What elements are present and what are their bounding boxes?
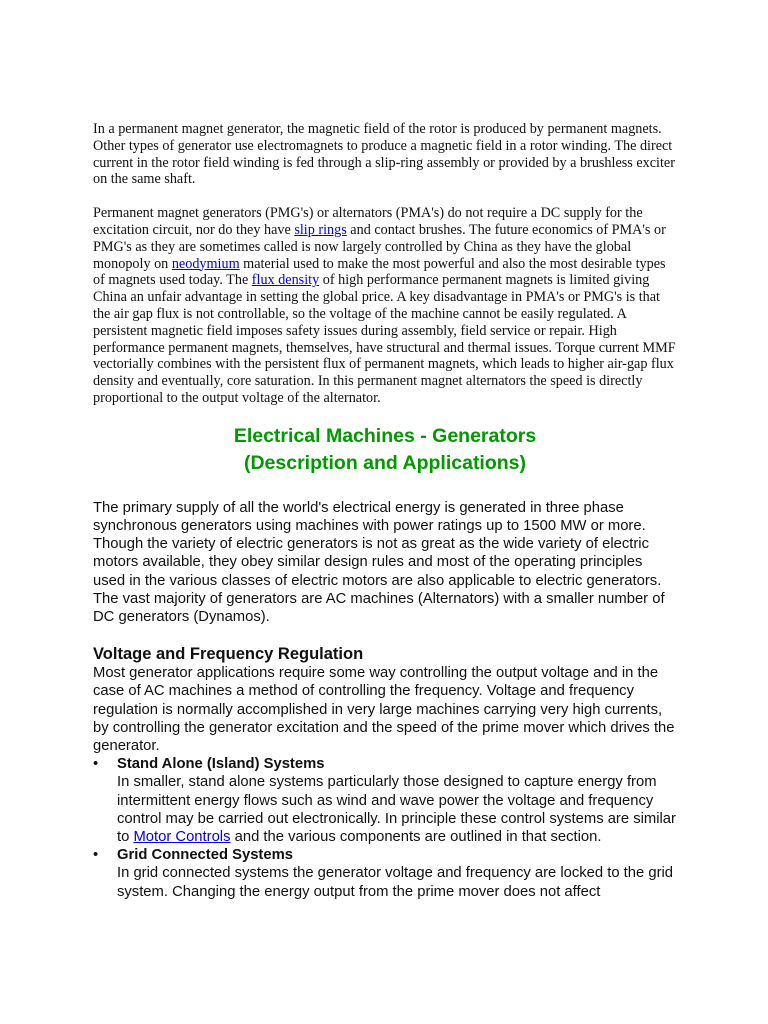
- paragraph-text: of high performance permanent magnets is limited giving China an unfair advantage in setting the global price. A key disadvantage in PMA's or PMG's is that the air gap flux is not controllable, so the voltage of the machine cannot be easily regulated. A persistent magnetic field imposes safety issues during assembly, field service or repair. High performance permanent magnets, themselves, have structural and thermal issues. Torque current MMF vectorially combines with the persistent flux of permanent magnets, which leads to higher air-gap flux density and eventually, core saturation. In this permanent magnet alternators the speed is directly proportional to the output voltage of the alternator.: [93, 272, 676, 406]
- list-item-title: Grid Connected Systems: [117, 847, 293, 864]
- paragraph-text: and contact brushes. The future economics of PMA's or PMG's as they are sometimes called is now largely controlled by China as they have the global monopoly on: [93, 221, 666, 272]
- list-item-text: and the various components are outlined in that section.: [230, 829, 602, 845]
- slip-rings-link[interactable]: slip rings: [294, 221, 347, 238]
- list-item-grid-connected: [93, 846, 677, 901]
- list-item-text: In grid connected systems the generator voltage and frequency are locked to the grid system. Changing the energy output from the prime mover does not affect: [117, 865, 674, 900]
- list-item-text: In smaller, stand alone systems particularly those designed to capture energy from intermittent energy flows such as wind and wave power the voltage and frequency control may be carried out electronically. In principle these control systems are similar to: [117, 774, 676, 845]
- motor-controls-link[interactable]: Motor Controls: [133, 829, 231, 845]
- document-page: [93, 121, 677, 901]
- list-item-title: Stand Alone (Island) Systems: [117, 756, 325, 773]
- page-title-line2: (Description and Applications): [243, 451, 527, 474]
- flux-density-link[interactable]: flux density: [251, 272, 320, 289]
- regulation-list: [93, 755, 677, 901]
- paragraph-pmg-details: [93, 205, 677, 407]
- section-title: Voltage and Frequency Regulation: [93, 645, 364, 664]
- bullet-icon: •: [93, 847, 99, 864]
- paragraph-text: material used to make the most powerful and also the most desirable types of magnets used today. The: [93, 255, 666, 289]
- generators-intro-paragraph: The primary supply of all the world's electrical energy is generated in three phase synchronous generators using machines with power ratings up to 1500 MW or more. Though the variety of electric generators is not as great as the wide variety of electric motors available, they obey similar design rules and most of the operating principles used in the various classes of electric motors are also applicable to electric generators. The vast majority of generators are AC machines (Alternators) with a smaller number of DC generators (Dynamos).: [93, 499, 665, 625]
- neodymium-link[interactable]: neodymium: [171, 255, 240, 272]
- paragraph-pmg-intro: [93, 121, 677, 188]
- page-title-line1: Electrical Machines - Generators: [233, 424, 537, 447]
- paragraph-text: Permanent magnet generators (PMG's) or alternators (PMA's) do not require a DC supply for the excitation circuit, nor do they have: [93, 205, 643, 238]
- paragraph-text: In a permanent magnet generator, the magnetic field of the rotor is produced by permanent magnets. Other types of generator use electromagnets to produce a magnetic field in a rotor winding. The direct current in the rotor field winding is fed through a slip-ring assembly or provided by a brushless exciter on the same shaft.: [93, 121, 675, 188]
- bullet-icon: •: [93, 756, 99, 773]
- list-item-stand-alone: [93, 755, 677, 846]
- page-title: [93, 423, 677, 477]
- section-body: Most generator applications require some way controlling the output voltage and in the case of AC machines a method of controlling the frequency. Voltage and frequency regulation is normally accomplished in very large machines carrying very high currents, by controlling the generator excitation and the speed of the prime mover which drives the generator.: [93, 665, 675, 754]
